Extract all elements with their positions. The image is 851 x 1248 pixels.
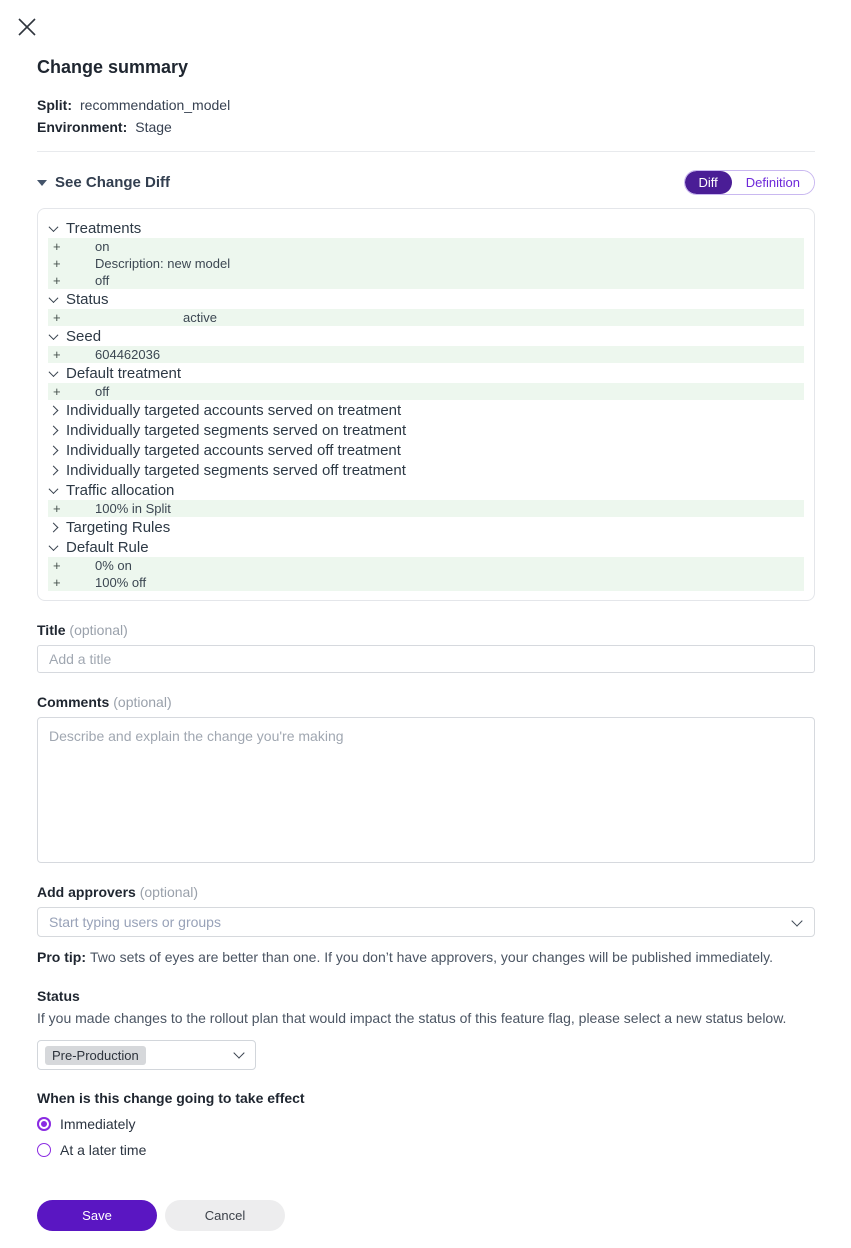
chevron-right-icon (49, 465, 59, 475)
plus-icon: + (53, 501, 61, 516)
comments-textarea[interactable] (37, 717, 815, 863)
plus-icon: + (53, 347, 61, 362)
status-description: If you made changes to the rollout plan that would impact the status of this feature flag, please select a new status below. (37, 1010, 787, 1026)
diff-added-value: active (183, 310, 217, 325)
diff-node-label: Seed (66, 327, 102, 345)
plus-icon: + (53, 384, 61, 399)
split-meta-row (37, 94, 815, 116)
plus-icon: + (53, 256, 61, 271)
diff-added-value: Description: new model (95, 256, 231, 271)
chevron-right-icon (49, 522, 59, 532)
chevron-down-icon (49, 484, 59, 494)
diff-node-label: Individually targeted accounts served off treatment (66, 441, 401, 459)
comments-label-text: Comments (37, 694, 110, 710)
diff-node-targeted-segments-off[interactable] (48, 460, 804, 480)
radio-selected-icon (37, 1117, 51, 1131)
radio-immediately-label: Immediately (60, 1116, 136, 1132)
status-heading: Status (37, 988, 80, 1004)
pro-tip-label: Pro tip: (37, 949, 86, 965)
diff-added-value: off (95, 273, 110, 288)
environment-value: Stage (135, 119, 172, 135)
approvers-label-text: Add approvers (37, 884, 136, 900)
toggle-definition-button[interactable]: Definition (732, 171, 814, 194)
save-button[interactable]: Save (37, 1200, 157, 1231)
diff-node-targeted-accounts-on[interactable] (48, 400, 804, 420)
diff-node-label: Traffic allocation (66, 481, 175, 499)
change-summary-modal (37, 0, 815, 1231)
diff-added-row (48, 346, 804, 363)
diff-node-label: Treatments (66, 219, 142, 237)
diff-node-label: Status (66, 290, 109, 308)
radio-later-time[interactable] (37, 1142, 815, 1158)
chevron-down-icon (49, 330, 59, 340)
chevron-down-icon (49, 541, 59, 551)
diff-node-default-treatment[interactable] (48, 363, 804, 383)
diff-node-label: Default Rule (66, 538, 149, 556)
diff-node-targeted-segments-on[interactable] (48, 420, 804, 440)
diff-added-row (48, 238, 804, 255)
chevron-right-icon (49, 405, 59, 415)
close-icon[interactable] (15, 15, 39, 39)
plus-icon: + (53, 310, 61, 325)
approvers-optional-text: (optional) (139, 884, 199, 900)
diff-node-treatments[interactable] (48, 218, 804, 238)
radio-later-time-label: At a later time (60, 1142, 147, 1158)
diff-node-targeted-accounts-off[interactable] (48, 440, 804, 460)
diff-added-value: 100% in Split (95, 501, 171, 516)
page-title: Change summary (37, 57, 189, 77)
split-value: recommendation_model (80, 97, 231, 113)
diff-added-row (48, 557, 804, 574)
diff-node-label: Individually targeted accounts served on treatment (66, 401, 402, 419)
radio-immediately[interactable] (37, 1116, 815, 1132)
comments-field-label (37, 694, 815, 710)
title-label-text: Title (37, 622, 66, 638)
diff-node-status[interactable] (48, 289, 804, 309)
see-change-diff-label: See Change Diff (55, 174, 171, 191)
diff-added-row (48, 309, 804, 326)
plus-icon: + (53, 575, 61, 590)
diff-node-seed[interactable] (48, 326, 804, 346)
status-selected-chip: Pre-Production (45, 1046, 146, 1065)
toggle-diff-button[interactable]: Diff (685, 171, 732, 194)
approvers-field-label (37, 884, 815, 900)
diff-added-row (48, 272, 804, 289)
title-optional-text: (optional) (69, 622, 128, 638)
diff-node-targeting-rules[interactable] (48, 517, 804, 537)
diff-added-value: 0% on (95, 558, 132, 573)
diff-added-value: 100% off (95, 575, 147, 590)
diff-added-row (48, 383, 804, 400)
triangle-down-icon (37, 180, 47, 186)
diff-node-label: Individually targeted segments served on treatment (66, 421, 407, 439)
diff-definition-toggle (684, 170, 815, 195)
plus-icon: + (53, 273, 61, 288)
environment-meta-row (37, 116, 815, 138)
diff-added-row (48, 574, 804, 591)
effect-heading: When is this change going to take effect (37, 1090, 305, 1106)
diff-added-value: on (95, 239, 110, 254)
chevron-right-icon (49, 445, 59, 455)
comments-optional-text: (optional) (113, 694, 172, 710)
diff-node-label: Default treatment (66, 364, 182, 382)
diff-tree-panel (37, 208, 815, 601)
radio-unselected-icon (37, 1143, 51, 1157)
diff-added-value: off (95, 384, 110, 399)
plus-icon: + (53, 558, 61, 573)
chevron-down-icon (233, 1047, 244, 1058)
diff-section-header (37, 170, 815, 195)
action-buttons (37, 1200, 815, 1231)
divider (37, 151, 815, 152)
title-input[interactable] (37, 645, 815, 673)
pro-tip-text: Two sets of eyes are better than one. If you don’t have approvers, your changes will be published immediately. (90, 949, 774, 965)
see-change-diff-toggle[interactable] (37, 174, 170, 191)
chevron-down-icon (49, 293, 59, 303)
chevron-right-icon (49, 425, 59, 435)
approvers-input[interactable] (37, 907, 815, 937)
diff-node-default-rule[interactable] (48, 537, 804, 557)
diff-added-row (48, 500, 804, 517)
cancel-button[interactable]: Cancel (165, 1200, 285, 1231)
environment-label: Environment: (37, 119, 128, 135)
title-field-label (37, 622, 815, 638)
approvers-combobox (37, 907, 815, 937)
diff-added-row (48, 255, 804, 272)
plus-icon: + (53, 239, 61, 254)
pro-tip (37, 947, 815, 968)
split-label: Split: (37, 97, 72, 113)
diff-added-value: 604462036 (95, 347, 161, 362)
diff-node-label: Targeting Rules (66, 518, 171, 536)
status-select[interactable] (37, 1040, 256, 1070)
diff-node-label: Individually targeted segments served off treatment (66, 461, 406, 479)
chevron-down-icon (49, 222, 59, 232)
diff-node-traffic-allocation[interactable] (48, 480, 804, 500)
chevron-down-icon (49, 367, 59, 377)
